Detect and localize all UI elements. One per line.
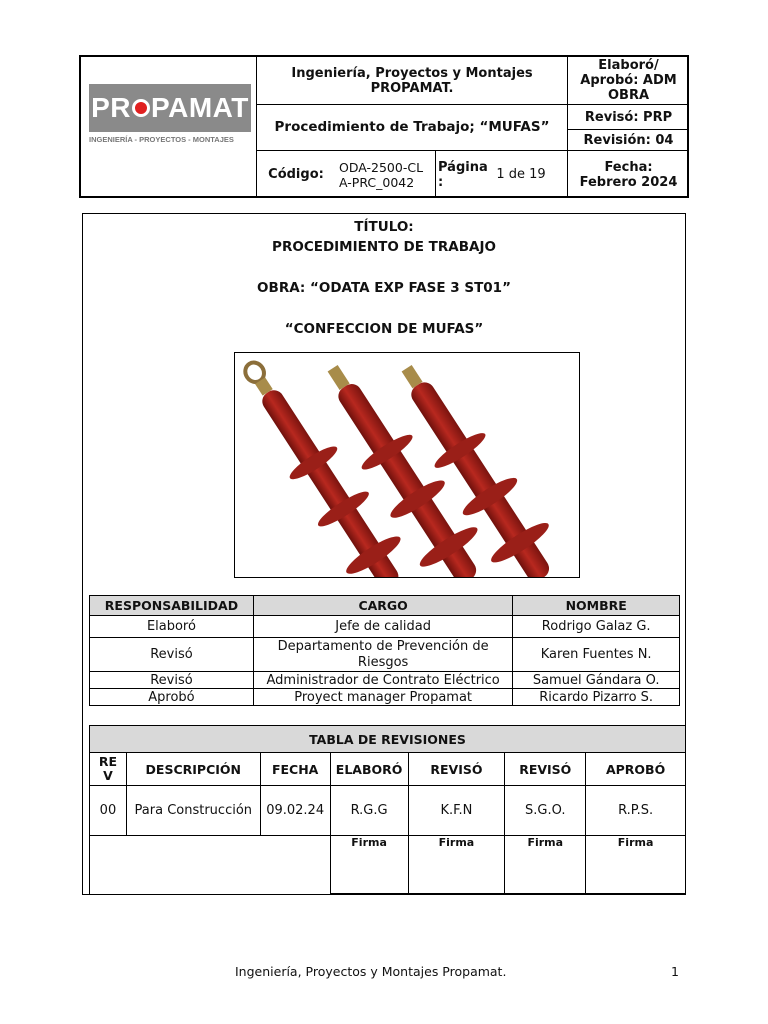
table-row bbox=[90, 786, 686, 836]
table-row bbox=[90, 689, 680, 706]
logo-subtitle: INGENIERÍA - PROYECTOS - MONTAJES bbox=[89, 135, 234, 144]
col-header: APROBÓ bbox=[586, 753, 686, 786]
col-header: RESPONSABILIDAD bbox=[90, 596, 254, 616]
cable-terminations-image bbox=[235, 353, 579, 577]
titulo-label: TÍTULO: bbox=[354, 219, 414, 235]
table-cell: Karen Fuentes N. bbox=[513, 638, 680, 672]
titulo: PROCEDIMIENTO DE TRABAJO bbox=[272, 239, 496, 255]
footer-page-number: 1 bbox=[671, 964, 679, 979]
table-cell: R.G.G bbox=[330, 786, 408, 836]
firma-cell: Firma bbox=[586, 836, 686, 894]
table-cell: S.G.O. bbox=[505, 786, 586, 836]
obra-title: OBRA: “ODATA EXP FASE 3 ST01” bbox=[257, 280, 511, 296]
fecha-field: Fecha: Febrero 2024 bbox=[579, 159, 678, 190]
col-header: FECHA bbox=[260, 753, 330, 786]
table-row bbox=[90, 672, 680, 689]
mufas-photo bbox=[234, 352, 580, 578]
table-header-row bbox=[90, 596, 680, 616]
table-cell: Departamento de Prevención de Riesgos bbox=[253, 638, 512, 672]
footer-text: Ingeniería, Proyectos y Montajes Propamat. bbox=[235, 964, 507, 979]
codigo-value: ODA-2500-CLA-PRC_0042 bbox=[339, 159, 424, 190]
table-cell: 09.02.24 bbox=[260, 786, 330, 836]
table-cell: Administrador de Contrato Eléctrico bbox=[253, 672, 512, 689]
revisions-header-row bbox=[90, 753, 686, 786]
procedure-title: Procedimiento de Trabajo; “MUFAS” bbox=[274, 119, 550, 135]
col-header: REVISÓ bbox=[408, 753, 505, 786]
pagina-value: 1 de 19 bbox=[496, 167, 546, 182]
propamat-logo bbox=[89, 84, 251, 148]
firma-cell: Firma bbox=[505, 836, 586, 894]
table-cell: K.F.N bbox=[408, 786, 505, 836]
table-cell: Revisó bbox=[90, 638, 254, 672]
table-cell: Rodrigo Galaz G. bbox=[513, 616, 680, 638]
reviso-field: Revisó: PRP bbox=[584, 109, 673, 125]
col-header: RE V bbox=[90, 753, 127, 786]
table-cell: 00 bbox=[90, 786, 127, 836]
subject-title: “CONFECCION DE MUFAS” bbox=[284, 321, 484, 337]
table-cell: Proyect manager Propamat bbox=[253, 689, 512, 706]
table-cell: Ricardo Pizarro S. bbox=[513, 689, 680, 706]
table-cell: Elaboró bbox=[90, 616, 254, 638]
table-cell: Samuel Gándara O. bbox=[513, 672, 680, 689]
table-cell: R.P.S. bbox=[586, 786, 686, 836]
table-row bbox=[90, 638, 680, 672]
firma-row bbox=[90, 836, 686, 894]
revisions-title-row bbox=[90, 726, 686, 753]
revisions-title: TABLA DE REVISIONES bbox=[90, 726, 686, 753]
revisions-table bbox=[89, 725, 686, 894]
elaboro-aprobo: Elaboró/ Aprobó: ADM OBRA bbox=[580, 58, 677, 103]
revision-field: Revisión: 04 bbox=[583, 132, 674, 148]
logo-wordmark: PR PAMAT bbox=[89, 84, 251, 132]
table-cell: Para Construcción bbox=[126, 786, 260, 836]
company-name: Ingeniería, Proyectos y Montajes PROPAMAT. bbox=[291, 65, 533, 96]
codigo-label: Código: bbox=[268, 167, 324, 182]
col-header: ELABORÓ bbox=[330, 753, 408, 786]
col-header: REVISÓ bbox=[505, 753, 586, 786]
table-row bbox=[90, 616, 680, 638]
responsibility-table bbox=[89, 595, 680, 706]
col-header: NOMBRE bbox=[513, 596, 680, 616]
table-cell: Jefe de calidad bbox=[253, 616, 512, 638]
table-cell: Revisó bbox=[90, 672, 254, 689]
col-header: CARGO bbox=[253, 596, 512, 616]
document-header bbox=[79, 55, 689, 198]
pagina-label: Página : bbox=[438, 159, 488, 190]
table-cell: Aprobó bbox=[90, 689, 254, 706]
firma-cell: Firma bbox=[408, 836, 505, 894]
firma-cell: Firma bbox=[330, 836, 408, 894]
blank-cell bbox=[90, 836, 331, 894]
col-header: DESCRIPCIÓN bbox=[126, 753, 260, 786]
